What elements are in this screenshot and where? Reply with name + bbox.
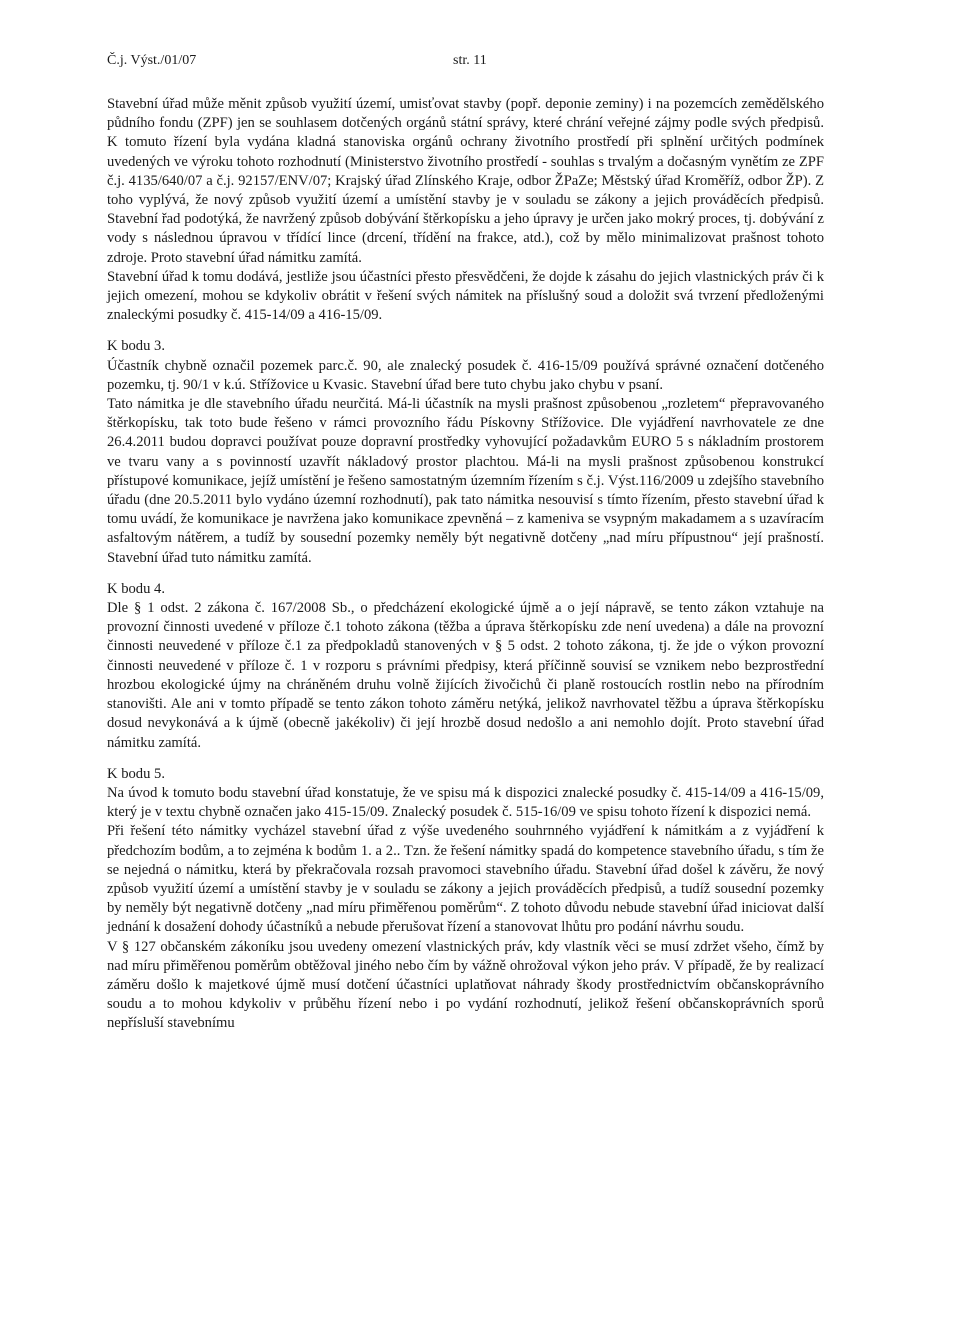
paragraph-bod-5-intro: Na úvod k tomuto bodu stavební úřad konstatuje, že ve spisu má k dispozici znalecké posudky č. 415-14/09 a 416-15/09, který je v textu chybně označen jako 415-15/09. Znalecký posudek č. 515-16/09 ve spisu tohoto řízení k dispozici nemá.	[107, 784, 824, 821]
page-number: str. 11	[453, 53, 487, 68]
section-heading-bod-4: K bodu 4.	[107, 580, 165, 597]
paragraph-bod-3-dust: Tato námitka je dle stavebního úřadu neurčitá. Má-li účastník na mysli prašnost způsobenou „rozletem“ přepravovaného štěrkopísku, tak toto bude řešeno v rámci provozního řádu Pískovny Střížovice. Dle vyjádření navrhovatele ze dne 26.4.2011 budou dopravci používat pouze dopravní prostředky vyhovující požadavkům EURO 5 s nákladním prostorem ve tvaru vany a s povinností uzavřít nákladový prostor plachtou. Má-li na mysli prašnost způsobenou konstrukcí přístupové komunikace, jejíž umístění je řešeno samostatným územním řízením s č.j. Výst.116/2009 u zdejšího stavebního úřadu (dne 20.5.2011 bylo vydáno územní rozhodnutí), pak tato námitka nesouvisí s tímto řízením, přesto stavební úřad k tomu uvádí, že komunikace je navržena jako komunikace zpevněná – z kameniva se vsypným makadamem a s uzavíracím asfaltovým nátěrem, a tudíž by sousední pozemky neměly být negativně dotčeny „nad míru přípustnou“ její prašností. Stavební úřad tuto námitku zamítá.	[107, 396, 824, 566]
paragraph-land-use: Stavební úřad může měnit způsob využití území, umisťovat stavby (popř. deponie zeminy) i na pozemcích zemědělského půdního fondu (ZPF) jen se souhlasem dotčených orgánů státní správy, které chrání veřejné zájmy podle svých předpisů. K tomuto řízení byla vydána kladná stanoviska orgánů ochrany životního prostředí při splnění určitých podmínek uvedených ve výroku tohoto rozhodnutí (Ministerstvo životního prostředí - souhlas s trvalým a dočasným vynětím ze ZPF č.j. 4135/640/07 a č.j. 92157/ENV/07; Krajský úřad Zlínského Kraje, odbor ŽPaZe; Městský úřad Kroměříž, odbor ŽP). Z toho vyplývá, že nový způsob využití území a umístění stavby je v souladu se zákony a jejich prováděcích předpisů. Stavební řad podotýká, že navržený způsob dobývání štěrkopísku a jeho úpravy je určen jako mokrý proces, tj. dobývání z vody s následnou úpravou v třídící lince (drcení, třídění na frakce, atd.), což by mělo minimalizovat prašnost tohoto zdroje. Proto stavební úřad námitku zamítá.	[107, 96, 824, 266]
document-body	[107, 95, 824, 1034]
paragraph-property-rights: Stavební úřad k tomu dodává, jestliže jsou účastníci přesto přesvědčeni, že dojde k zásahu do jejich vlastnických práv či k jejich omezení, mohou se kdykoliv obrátit v řešení svých námitek na příslušný soud a doložit svá tvrzení předloženými znaleckými posudky č. 415-14/09 a 416-15/09.	[107, 268, 824, 324]
section-heading-bod-5: K bodu 5.	[107, 765, 165, 782]
reference-number: Č.j. Výst./01/07	[107, 53, 197, 68]
paragraph-bod-5-resolution: Při řešení této námitky vycházel stavební úřad z výše uvedeného souhrnného vyjádření k námitkám a z vyjádření k předchozím bodům, a to zejména k bodům 1. a 2.. Tzn. že řešení námitky spadá do kompetence stavebního úřadu, s tím že se nejedná o námitku, která by překračovala rozsah pravomoci stavebního úřadu. Stavební úřad došel k závěru, že nový způsob využití území a umístění stavby je v souladu se zákony a jejich prováděcích předpisů, a tudíž sousední pozemky by neměly být negativně dotčeny „nad míru přiměřenou poměrům“. Z tohoto důvodu nebude stavební úřad iniciovat další jednání k dosažení dohody účastníků a nebude přerušovat řízení a stanovovat lhůtu pro podání návrhu soudu.	[107, 823, 824, 936]
section-heading-bod-3: K bodu 3.	[107, 338, 165, 355]
paragraph-bod-3-parcel: Účastník chybně označil pozemek parc.č. 90, ale znalecký posudek č. 416-15/09 používá správné označení dotčeného pozemku, tj. 90/1 v k.ú. Střížovice u Kvasic. Stavební úřad bere tuto chybu jako chybu v psaní.	[107, 357, 824, 393]
paragraph-bod-4: Dle § 1 odst. 2 zákona č. 167/2008 Sb., o předcházení ekologické újmě a o její nápravě, se tento zákon vztahuje na provozní činnosti uvedené v příloze č.1 tohoto zákona (těžba a úprava štěrkopísku zde není uvedena) a dále na provozní činnosti neuvedené v příloze č.1 za předpokladů stanovených v § 5 odst. 2 tohoto zákona, tj. že jde o výkon provozní činnosti neuvedené v příloze č. 1 v rozporu s právními předpisy, která příčinně souvisí se vznikem nebo bezprostřední hrozbou ekologické újmy na chráněném druhu volně žijících živočichů či planě rostoucích rostlin nebo na přírodním stanovišti. Ale ani v tomto případě se tento zákon tohoto záměru netýká, jelikož navrhovatel těžbu a úprava štěrkopísku dosud nevykonává a k újmě (obecně jakékoliv) či její hrozbě dosud nedošlo a ani nemohlo dojít. Proto stavební úřad námitku zamítá.	[107, 600, 824, 751]
paragraph-bod-5-civil-code: V § 127 občanském zákoníku jsou uvedeny omezení vlastnických práv, kdy vlastník věci se musí zdržet všeho, čímž by nad míru přiměřenou poměrům obtěžoval jiného nebo čím by vážně ohrožoval výkon jeho práv. V případě, že by realizací záměru došlo k majetkové újmě musí dotčení účastníci uplatňovat náhrady škody prostřednictvím občanskoprávního soudu a to mohou kdykoliv v průběhu řízení nebo i po vydání rozhodnutí, jelikož řešení občanskoprávních sporů nepřísluší stavebnímu	[107, 938, 824, 1032]
